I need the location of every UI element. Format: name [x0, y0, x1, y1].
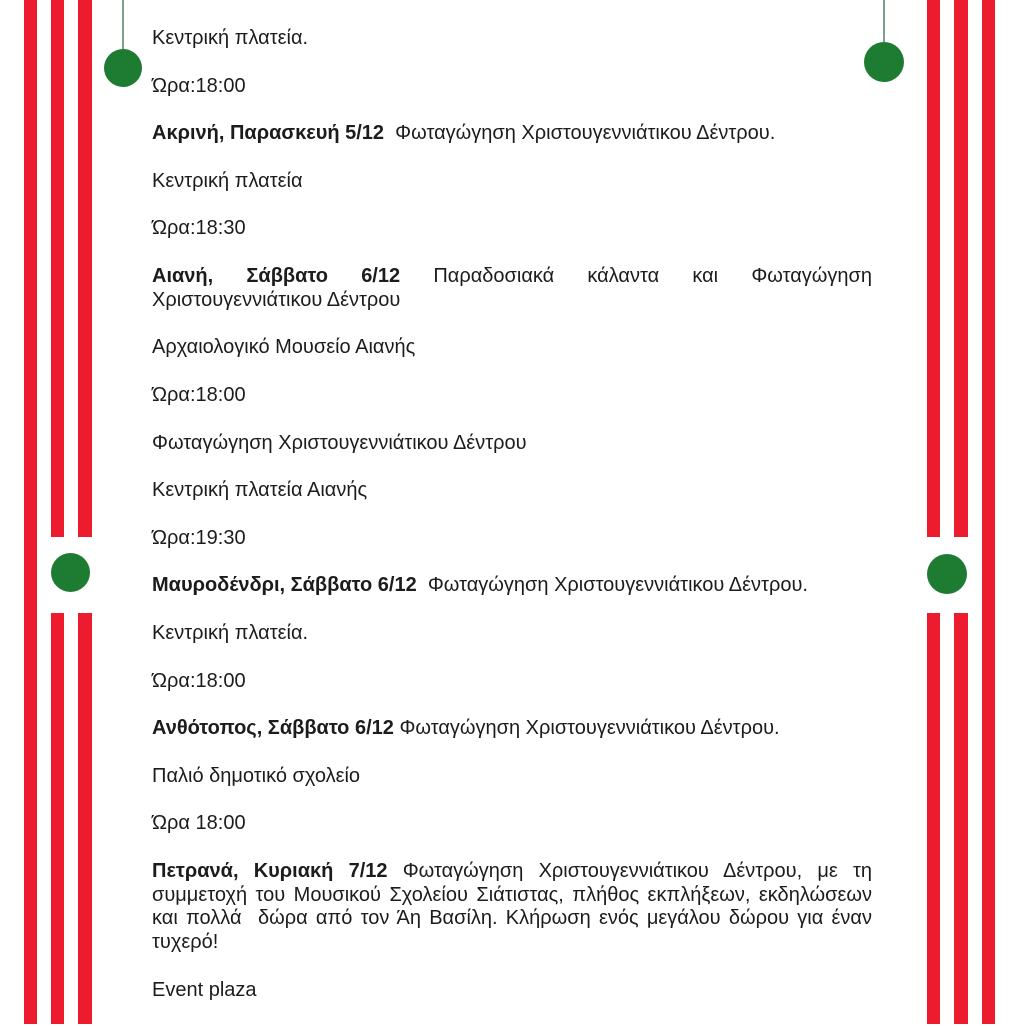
ribbon-stripe — [51, 613, 64, 1024]
time-line — [152, 384, 872, 408]
event-title: Ανθότοπος, Σάββατο 6/12 — [152, 717, 394, 740]
event-heading — [152, 717, 872, 741]
paragraph-text: Ώρα:18:00 — [152, 669, 246, 692]
event-title: Αιανή, Σάββατο 6/12 — [152, 264, 401, 287]
paragraph-text: Παραδοσιακά κάλαντα και Φωταγώγηση Χριστουγεννιάτικου Δέντρου — [152, 264, 872, 311]
ribbon-stripe — [954, 613, 968, 1024]
event-schedule — [152, 27, 872, 1026]
ribbon-stripe — [78, 0, 92, 537]
paragraph-text: Ώρα:19:30 — [152, 526, 246, 549]
paragraph-text: Φωταγώγηση Χριστουγεννιάτικου Δέντρου. — [416, 574, 808, 597]
ornament-string — [883, 0, 885, 42]
ribbon-stripe — [51, 0, 64, 537]
venue-line — [152, 979, 872, 1003]
paragraph-text: Παλιό δημοτικό σχολείο — [152, 764, 361, 787]
time-line — [152, 527, 872, 551]
venue-line — [152, 479, 872, 503]
ribbon-stripe — [24, 0, 37, 1024]
ribbon-stripe — [78, 613, 92, 1024]
event-heading — [152, 574, 872, 598]
event-title: Ακρινή, Παρασκευή 5/12 — [152, 122, 385, 145]
event-heading — [152, 122, 872, 146]
ornament-string — [122, 0, 124, 50]
bauble-ornament-icon — [104, 49, 142, 87]
ribbon-stripe — [954, 0, 968, 537]
venue-line — [152, 622, 872, 646]
venue-line — [152, 765, 872, 789]
venue-line — [152, 170, 872, 194]
paragraph-text: Ώρα:18:00 — [152, 74, 246, 97]
ribbon-stripe — [927, 613, 940, 1024]
paragraph-text: Φωταγώγηση Χριστουγεννιάτικου Δέντρου, με τη συμμετοχή του Μουσικού Σχολείου Σιάτιστας, πλήθος εκπλήξεων, εκδηλώσεων και πολλά δώρα από τον Άη Βασίλη. Κλήρωση ενός μεγάλου δώρου για έναν τυχερό! — [152, 859, 872, 954]
event-line — [152, 432, 872, 456]
paragraph-text: Κεντρική πλατεία — [152, 169, 303, 192]
paragraph-text: Φωταγώγηση Χριστουγεννιάτικου Δέντρου. — [393, 717, 780, 740]
paragraph-text: Event plaza — [152, 978, 257, 1001]
venue-line — [152, 27, 872, 51]
paragraph-text: Ώρα 18:00 — [152, 812, 246, 835]
time-line — [152, 217, 872, 241]
bauble-ornament-icon — [927, 554, 967, 594]
paragraph-text: Κεντρική πλατεία Αιανής — [152, 479, 368, 502]
paragraph-text: Φωταγώγηση Χριστουγεννιάτικου Δέντρου — [152, 431, 527, 454]
venue-line — [152, 336, 872, 360]
paragraph-text: Ώρα:18:30 — [152, 217, 246, 240]
ribbon-stripe — [927, 0, 940, 537]
time-line — [152, 812, 872, 836]
event-title: Πετρανά, Κυριακή 7/12 — [152, 859, 388, 882]
paragraph-text: Αρχαιολογικό Μουσείο Αιανής — [152, 336, 416, 359]
event-heading — [152, 265, 872, 313]
time-line — [152, 75, 872, 99]
paragraph-text: Κεντρική πλατεία. — [152, 27, 309, 49]
paragraph-text: Ώρα:18:00 — [152, 383, 246, 406]
event-title: Μαυροδένδρι, Σάββατο 6/12 — [152, 574, 417, 597]
ribbon-stripe — [982, 0, 995, 1024]
paragraph-text: Κεντρική πλατεία. — [152, 621, 309, 644]
event-heading — [152, 860, 872, 955]
bauble-ornament-icon — [51, 553, 90, 592]
paragraph-text: Φωταγώγηση Χριστουγεννιάτικου Δέντρου. — [384, 122, 776, 145]
time-line — [152, 670, 872, 694]
